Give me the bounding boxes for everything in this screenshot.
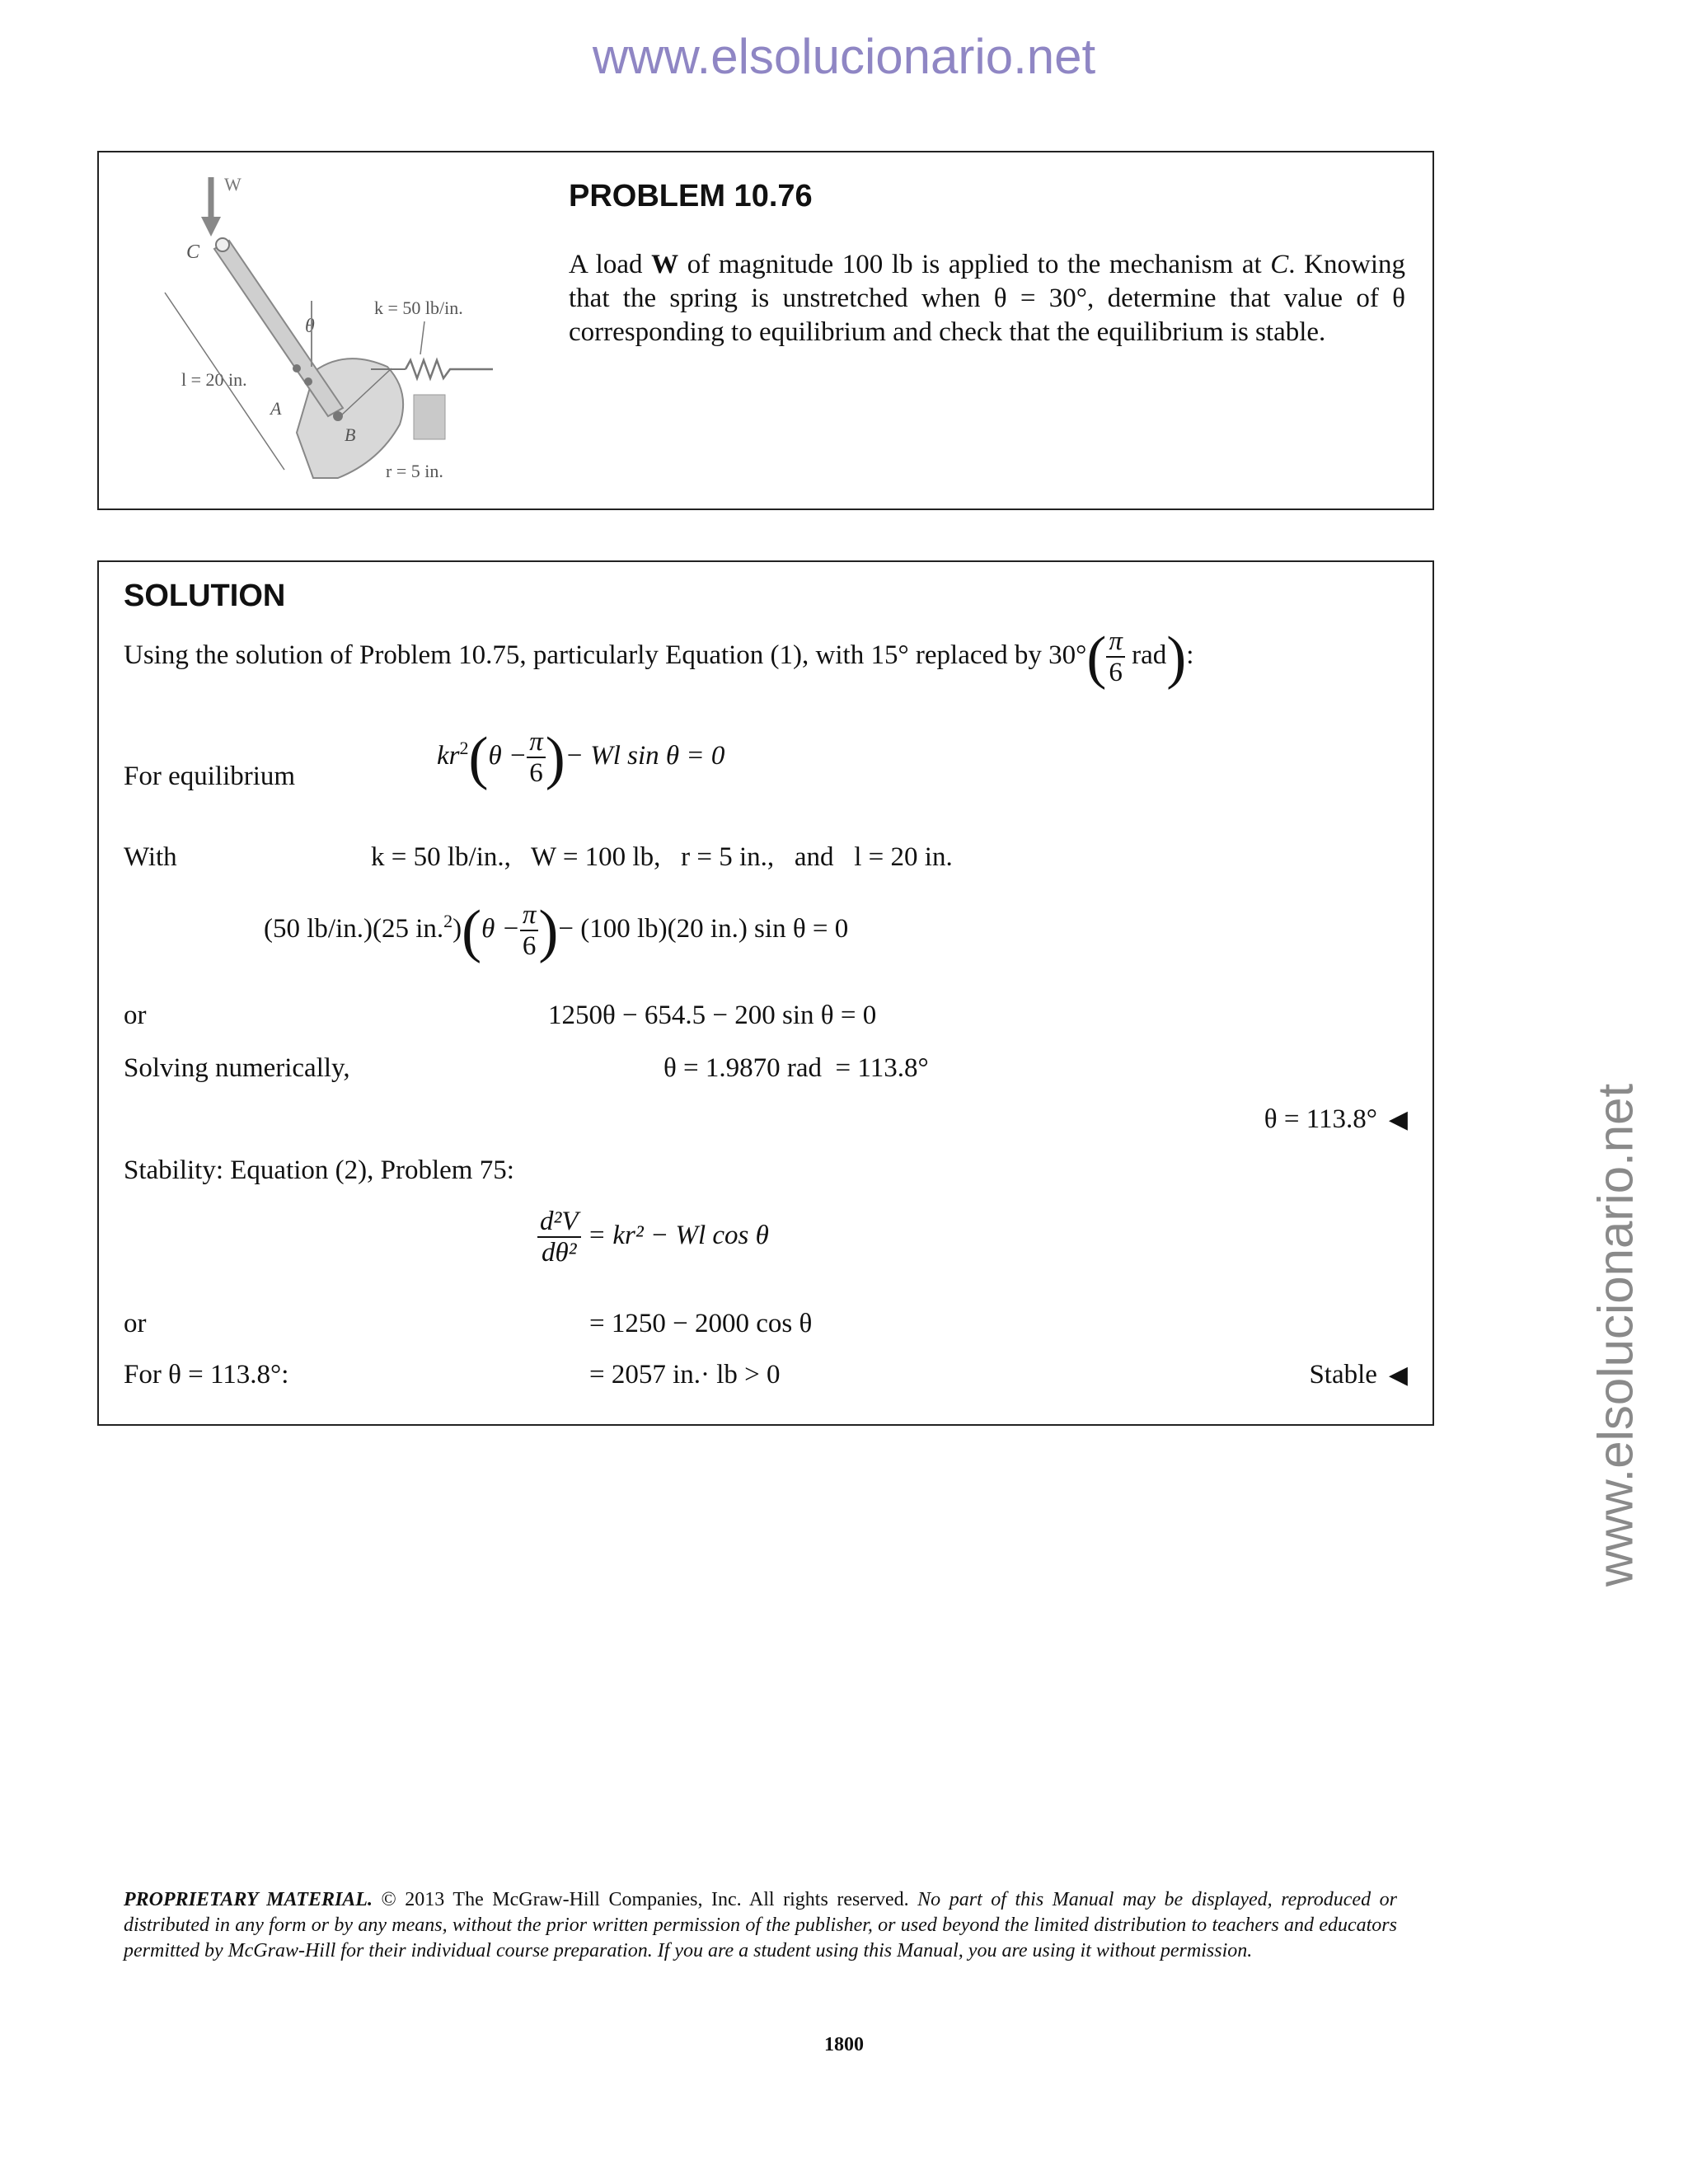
spring-coil <box>406 360 493 378</box>
wall-block-right <box>414 395 445 439</box>
label-b: B <box>345 424 356 445</box>
lever-arm <box>214 241 343 416</box>
pin-b <box>333 411 343 421</box>
intro-text: Using the solution of Problem 10.75, particularly Equation (1), with 15° replaced by 30° <box>124 640 1087 670</box>
stability-label: Stability: Equation (2), Problem 75: <box>124 1155 514 1185</box>
substituted-equation: (50 lb/in.)(25 in.$^2$)(θ − $\frac{\pi}{6}$ )− (100 lb)(20 in.) sin θ = 0 <box>264 898 849 964</box>
equilibrium-equation: $kr^2(\theta$ − $\frac{\pi}{6}$ )− Wl sin θ = 0 <box>437 724 725 791</box>
label-spring: k = 50 lb/in. <box>374 298 463 318</box>
watermark-top[interactable]: www.elsolucionario.net <box>592 29 1096 84</box>
mechanism-figure <box>99 152 495 499</box>
for-label: For θ = 113.8°: <box>124 1360 289 1390</box>
problem-title: PROBLEM 10.76 <box>569 179 813 213</box>
problem-text-w: W <box>651 250 679 279</box>
answer-marker: ◀ <box>1388 1105 1408 1134</box>
intro-line: Using the solution of Problem 10.75, particularly Equation (1), with 15° replaced by 30°( $\frac{\pi}{6}$ rad): <box>124 624 1194 691</box>
final-value: = 2057 in.· lb > 0 <box>589 1360 781 1390</box>
pin-a1 <box>293 364 301 373</box>
cos-equation: = 1250 − 2000 cos θ <box>589 1309 813 1338</box>
with-label: With <box>124 842 177 872</box>
problem-text-point-c: C <box>1270 250 1289 279</box>
label-theta: θ <box>305 316 315 337</box>
numeric-equation: 1250θ − 654.5 − 200 sin θ = 0 <box>548 1001 877 1030</box>
label-a: A <box>270 398 282 419</box>
watermark-side[interactable]: www.elsolucionario.net <box>1587 1083 1643 1587</box>
solution-box <box>97 560 1434 1426</box>
eq-label: For equilibrium <box>124 762 296 791</box>
or-label-2: or <box>124 1309 147 1338</box>
solve-result: θ = 1.9870 rad = 113.8° <box>663 1053 929 1083</box>
answer-marker-2: ◀ <box>1388 1361 1408 1390</box>
page-number: 1800 <box>824 2034 864 2055</box>
problem-text <box>569 248 1405 349</box>
intro-fraction: $\frac{\pi}{6}$ <box>1106 626 1125 688</box>
answer-theta: θ = 113.8° ◀ <box>1264 1104 1408 1134</box>
with-values: k = 50 lb/in., W = 100 lb, r = 5 in., and l = 20 in. <box>371 842 953 872</box>
spring-leader <box>420 321 424 354</box>
label-radius: r = 5 in. <box>386 461 443 481</box>
or-label-1: or <box>124 1001 147 1030</box>
answer-stable: Stable ◀ <box>1309 1360 1408 1390</box>
label-w: W <box>224 174 241 194</box>
pin-c <box>216 238 229 251</box>
load-arrow-head <box>201 217 221 237</box>
label-length: l = 20 in. <box>181 369 247 390</box>
solve-label: Solving numerically, <box>124 1053 350 1083</box>
problem-text-a: A load <box>569 250 652 279</box>
problem-text-c: of magnitude 100 lb is applied to the mechanism at <box>678 250 1271 279</box>
footer: PROPRIETARY MATERIAL. © 2013 The McGraw-Hill Companies, Inc. All rights reserved. No part of this Manual may be displayed, reproduced or distributed in any form or by any means, without the prior written permission of the publisher, or used beyond the limited distribution to teachers and educators permitted by McGraw-Hill for their individual course preparation. If you are a student using this Manual, you are using it without permission. <box>124 1889 1397 1961</box>
label-c: C <box>186 241 200 263</box>
problem-text-e: . Knowing that the spring is unstretched when θ = 30°, determine that value of θ corresponding to equilibrium and check that the equilibrium is stable. <box>569 250 1406 347</box>
problem-box <box>97 151 1434 510</box>
pin-a2 <box>304 377 312 386</box>
intro-rad: rad <box>1132 640 1167 670</box>
solution-title: SOLUTION <box>124 579 286 613</box>
second-derivative: $\frac{\text{d²V}}{\text{dθ²}}$ = kr² − Wl cos θ <box>537 1207 769 1268</box>
